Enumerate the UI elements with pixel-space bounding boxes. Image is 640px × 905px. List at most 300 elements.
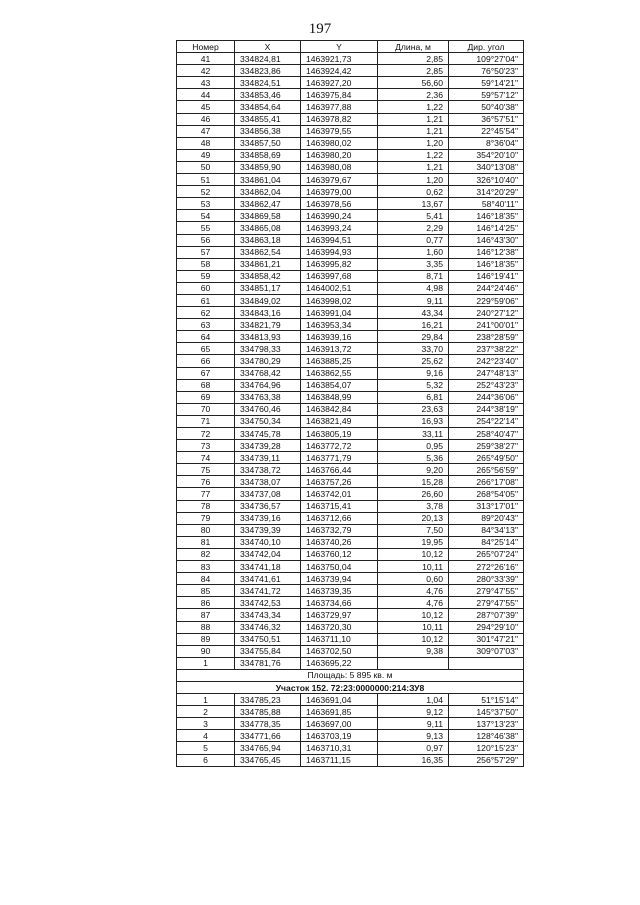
coordinates-table — [176, 40, 524, 767]
point-number-cell: 82 — [177, 548, 235, 560]
length-cell: 9,12 — [378, 706, 449, 718]
point-number-cell: 45 — [177, 101, 235, 113]
point-number-cell: 41 — [177, 53, 235, 65]
y-coordinate-cell: 1463805,19 — [301, 428, 378, 440]
length-cell: 10,11 — [378, 621, 449, 633]
y-coordinate-cell: 1463734,66 — [301, 597, 378, 609]
point-number-cell: 80 — [177, 524, 235, 536]
point-number-cell: 83 — [177, 561, 235, 573]
y-coordinate-cell: 1463927,20 — [301, 77, 378, 89]
y-coordinate-cell: 1463821,49 — [301, 415, 378, 427]
x-coordinate-cell: 334861,21 — [235, 258, 301, 270]
point-number-cell: 86 — [177, 597, 235, 609]
direction-angle-cell: 145°37'50" — [449, 706, 524, 718]
direction-angle-cell: 266°17'08" — [449, 476, 524, 488]
direction-angle-cell: 146°18'35" — [449, 210, 524, 222]
y-coordinate-cell: 1463760,12 — [301, 548, 378, 560]
x-coordinate-cell: 334763,38 — [235, 391, 301, 403]
y-coordinate-cell: 1463848,99 — [301, 391, 378, 403]
table-row — [177, 355, 524, 367]
table-row — [177, 246, 524, 258]
point-number-cell: 50 — [177, 161, 235, 173]
header-row — [177, 41, 524, 53]
y-coordinate-cell: 1463703,19 — [301, 730, 378, 742]
x-coordinate-cell: 334739,28 — [235, 440, 301, 452]
header-length: Длина, м — [378, 41, 449, 53]
table-row — [177, 210, 524, 222]
table-row — [177, 137, 524, 149]
section-title: Участок 152. 72:23:0000000:214:ЗУ8 — [177, 681, 524, 693]
x-coordinate-cell: 334821,79 — [235, 319, 301, 331]
area-label: Площадь: 5 895 кв. м — [177, 669, 524, 681]
length-cell: 2,36 — [378, 89, 449, 101]
length-cell: 1,21 — [378, 125, 449, 137]
y-coordinate-cell: 1463994,51 — [301, 234, 378, 246]
y-coordinate-cell: 1463715,41 — [301, 500, 378, 512]
y-coordinate-cell: 1463977,88 — [301, 101, 378, 113]
table-row — [177, 488, 524, 500]
direction-angle-cell: 265°07'24" — [449, 548, 524, 560]
point-number-cell: 52 — [177, 186, 235, 198]
direction-angle-cell: 241°00'01" — [449, 319, 524, 331]
table-row — [177, 573, 524, 585]
y-coordinate-cell: 1463729,97 — [301, 609, 378, 621]
direction-angle-cell: 244°24'46" — [449, 282, 524, 294]
x-coordinate-cell: 334862,04 — [235, 186, 301, 198]
y-coordinate-cell: 1463720,30 — [301, 621, 378, 633]
direction-angle-cell: 340°13'08" — [449, 161, 524, 173]
direction-angle-cell: 244°38'19" — [449, 403, 524, 415]
table-row — [177, 198, 524, 210]
x-coordinate-cell: 334780,29 — [235, 355, 301, 367]
direction-angle-cell: 128°46'38" — [449, 730, 524, 742]
table-row — [177, 294, 524, 306]
length-cell: 0,62 — [378, 186, 449, 198]
length-cell: 5,41 — [378, 210, 449, 222]
x-coordinate-cell: 334765,45 — [235, 754, 301, 766]
table-row — [177, 415, 524, 427]
x-coordinate-cell: 334781,76 — [235, 657, 301, 669]
x-coordinate-cell: 334865,08 — [235, 222, 301, 234]
table-row — [177, 754, 524, 766]
point-number-cell: 68 — [177, 379, 235, 391]
point-number-cell: 70 — [177, 403, 235, 415]
length-cell: 56,60 — [378, 77, 449, 89]
table-row — [177, 657, 524, 669]
length-cell: 16,93 — [378, 415, 449, 427]
y-coordinate-cell: 1463711,10 — [301, 633, 378, 645]
point-number-cell: 69 — [177, 391, 235, 403]
y-coordinate-cell: 1463771,79 — [301, 452, 378, 464]
direction-angle-cell: 146°43'30" — [449, 234, 524, 246]
y-coordinate-cell: 1463939,16 — [301, 331, 378, 343]
table-row — [177, 403, 524, 415]
length-cell: 10,12 — [378, 548, 449, 560]
y-coordinate-cell: 1463712,66 — [301, 512, 378, 524]
point-number-cell: 73 — [177, 440, 235, 452]
x-coordinate-cell: 334738,72 — [235, 464, 301, 476]
y-coordinate-cell: 1463994,93 — [301, 246, 378, 258]
header-x: X — [235, 41, 301, 53]
y-coordinate-cell: 1463921,73 — [301, 53, 378, 65]
point-number-cell: 75 — [177, 464, 235, 476]
x-coordinate-cell: 334857,50 — [235, 137, 301, 149]
y-coordinate-cell: 1463842,84 — [301, 403, 378, 415]
point-number-cell: 84 — [177, 573, 235, 585]
y-coordinate-cell: 1463740,26 — [301, 536, 378, 548]
point-number-cell: 66 — [177, 355, 235, 367]
x-coordinate-cell: 334823,86 — [235, 65, 301, 77]
table-row — [177, 149, 524, 161]
length-cell: 2,85 — [378, 53, 449, 65]
x-coordinate-cell: 334746,32 — [235, 621, 301, 633]
length-cell: 15,28 — [378, 476, 449, 488]
table-row — [177, 101, 524, 113]
length-cell: 10,12 — [378, 609, 449, 621]
length-cell: 1,60 — [378, 246, 449, 258]
length-cell: 9,11 — [378, 294, 449, 306]
x-coordinate-cell: 334739,39 — [235, 524, 301, 536]
table-row — [177, 307, 524, 319]
x-coordinate-cell: 334849,02 — [235, 294, 301, 306]
y-coordinate-cell: 1463757,26 — [301, 476, 378, 488]
table-row — [177, 452, 524, 464]
x-coordinate-cell: 334854,64 — [235, 101, 301, 113]
table-row — [177, 343, 524, 355]
point-number-cell: 85 — [177, 585, 235, 597]
point-number-cell: 74 — [177, 452, 235, 464]
direction-angle-cell: 51°15'14" — [449, 694, 524, 706]
y-coordinate-cell: 1463953,34 — [301, 319, 378, 331]
direction-angle-cell — [449, 657, 524, 669]
length-cell — [378, 657, 449, 669]
table-row — [177, 512, 524, 524]
point-number-cell: 44 — [177, 89, 235, 101]
length-cell: 4,76 — [378, 597, 449, 609]
point-number-cell: 56 — [177, 234, 235, 246]
point-number-cell: 88 — [177, 621, 235, 633]
length-cell: 16,35 — [378, 754, 449, 766]
direction-angle-cell: 229°59'06" — [449, 294, 524, 306]
y-coordinate-cell: 1463979,67 — [301, 174, 378, 186]
length-cell: 1,20 — [378, 174, 449, 186]
table-row — [177, 77, 524, 89]
y-coordinate-cell: 1464002,51 — [301, 282, 378, 294]
direction-angle-cell: 272°26'16" — [449, 561, 524, 573]
direction-angle-cell: 8°36'04" — [449, 137, 524, 149]
table-row — [177, 597, 524, 609]
table-row — [177, 65, 524, 77]
direction-angle-cell: 84°34'13" — [449, 524, 524, 536]
y-coordinate-cell: 1463697,00 — [301, 718, 378, 730]
x-coordinate-cell: 334745,78 — [235, 428, 301, 440]
direction-angle-cell: 238°28'59" — [449, 331, 524, 343]
length-cell: 13,67 — [378, 198, 449, 210]
x-coordinate-cell: 334742,04 — [235, 548, 301, 560]
y-coordinate-cell: 1463691,04 — [301, 694, 378, 706]
direction-angle-cell: 89°20'43" — [449, 512, 524, 524]
point-number-cell: 60 — [177, 282, 235, 294]
table-row — [177, 476, 524, 488]
direction-angle-cell: 258°40'47" — [449, 428, 524, 440]
area-row — [177, 669, 524, 681]
length-cell: 9,20 — [378, 464, 449, 476]
point-number-cell: 63 — [177, 319, 235, 331]
table-row — [177, 524, 524, 536]
point-number-cell: 1 — [177, 694, 235, 706]
table-row — [177, 282, 524, 294]
summary-body — [177, 669, 524, 693]
point-number-cell: 79 — [177, 512, 235, 524]
header-y: Y — [301, 41, 378, 53]
point-number-cell: 5 — [177, 742, 235, 754]
table-row — [177, 234, 524, 246]
table-row — [177, 621, 524, 633]
y-coordinate-cell: 1463766,44 — [301, 464, 378, 476]
x-coordinate-cell: 334743,34 — [235, 609, 301, 621]
x-coordinate-cell: 334813,93 — [235, 331, 301, 343]
direction-angle-cell: 326°10'40" — [449, 174, 524, 186]
table-row — [177, 706, 524, 718]
x-coordinate-cell: 334741,61 — [235, 573, 301, 585]
y-coordinate-cell: 1463913,72 — [301, 343, 378, 355]
y-coordinate-cell: 1463978,56 — [301, 198, 378, 210]
x-coordinate-cell: 334856,38 — [235, 125, 301, 137]
x-coordinate-cell: 334824,51 — [235, 77, 301, 89]
direction-angle-cell: 146°14'25" — [449, 222, 524, 234]
table-row — [177, 561, 524, 573]
length-cell: 2,85 — [378, 65, 449, 77]
length-cell: 9,38 — [378, 645, 449, 657]
point-number-cell: 67 — [177, 367, 235, 379]
x-coordinate-cell: 334742,53 — [235, 597, 301, 609]
point-number-cell: 2 — [177, 706, 235, 718]
x-coordinate-cell: 334738,07 — [235, 476, 301, 488]
table-row — [177, 500, 524, 512]
y-coordinate-cell: 1463979,55 — [301, 125, 378, 137]
direction-angle-cell: 280°33'39" — [449, 573, 524, 585]
point-number-cell: 55 — [177, 222, 235, 234]
point-number-cell: 48 — [177, 137, 235, 149]
x-coordinate-cell: 334764,96 — [235, 379, 301, 391]
x-coordinate-cell: 334778,35 — [235, 718, 301, 730]
y-coordinate-cell: 1463997,68 — [301, 270, 378, 282]
table-row — [177, 633, 524, 645]
point-number-cell: 51 — [177, 174, 235, 186]
table-row — [177, 440, 524, 452]
x-coordinate-cell: 334785,23 — [235, 694, 301, 706]
x-coordinate-cell: 334765,94 — [235, 742, 301, 754]
length-cell: 0,95 — [378, 440, 449, 452]
length-cell: 6,81 — [378, 391, 449, 403]
length-cell: 8,71 — [378, 270, 449, 282]
table-row — [177, 53, 524, 65]
x-coordinate-cell: 334798,33 — [235, 343, 301, 355]
table-row — [177, 319, 524, 331]
x-coordinate-cell: 334858,69 — [235, 149, 301, 161]
x-coordinate-cell: 334861,04 — [235, 174, 301, 186]
direction-angle-cell: 58°40'11" — [449, 198, 524, 210]
table-row — [177, 222, 524, 234]
page-number: 197 — [308, 21, 332, 37]
table-row — [177, 536, 524, 548]
direction-angle-cell: 265°56'59" — [449, 464, 524, 476]
direction-angle-cell: 146°12'38" — [449, 246, 524, 258]
y-coordinate-cell: 1463702,50 — [301, 645, 378, 657]
table-row — [177, 379, 524, 391]
table-row — [177, 174, 524, 186]
x-coordinate-cell: 334739,16 — [235, 512, 301, 524]
x-coordinate-cell: 334740,10 — [235, 536, 301, 548]
x-coordinate-cell: 334851,17 — [235, 282, 301, 294]
point-number-cell: 78 — [177, 500, 235, 512]
length-cell: 1,21 — [378, 161, 449, 173]
point-number-cell: 46 — [177, 113, 235, 125]
x-coordinate-cell: 334736,57 — [235, 500, 301, 512]
y-coordinate-cell: 1463924,42 — [301, 65, 378, 77]
point-number-cell: 58 — [177, 258, 235, 270]
table-row — [177, 548, 524, 560]
length-cell: 5,32 — [378, 379, 449, 391]
length-cell: 29,84 — [378, 331, 449, 343]
direction-angle-cell: 59°57'12" — [449, 89, 524, 101]
x-coordinate-cell: 334859,90 — [235, 161, 301, 173]
x-coordinate-cell: 334760,46 — [235, 403, 301, 415]
point-number-cell: 53 — [177, 198, 235, 210]
direction-angle-cell: 242°23'40" — [449, 355, 524, 367]
direction-angle-cell: 120°15'23" — [449, 742, 524, 754]
x-coordinate-cell: 334785,88 — [235, 706, 301, 718]
length-cell: 19,95 — [378, 536, 449, 548]
direction-angle-cell: 22°45'54" — [449, 125, 524, 137]
y-coordinate-cell: 1463975,84 — [301, 89, 378, 101]
section-title-row — [177, 681, 524, 693]
length-cell: 0,77 — [378, 234, 449, 246]
point-number-cell: 71 — [177, 415, 235, 427]
table-row — [177, 428, 524, 440]
y-coordinate-cell: 1463980,02 — [301, 137, 378, 149]
table-row — [177, 125, 524, 137]
x-coordinate-cell: 334755,84 — [235, 645, 301, 657]
table-row — [177, 161, 524, 173]
table-row — [177, 270, 524, 282]
table-row — [177, 464, 524, 476]
direction-angle-cell: 137°13'23" — [449, 718, 524, 730]
direction-angle-cell: 268°54'05" — [449, 488, 524, 500]
x-coordinate-cell: 334862,54 — [235, 246, 301, 258]
x-coordinate-cell: 334750,34 — [235, 415, 301, 427]
point-number-cell: 72 — [177, 428, 235, 440]
header-number: Номер — [177, 41, 235, 53]
length-cell: 1,22 — [378, 101, 449, 113]
point-number-cell: 42 — [177, 65, 235, 77]
point-number-cell: 87 — [177, 609, 235, 621]
x-coordinate-cell: 334824,81 — [235, 53, 301, 65]
header-direction-angle: Дир. угол — [449, 41, 524, 53]
direction-angle-cell: 50°40'38" — [449, 101, 524, 113]
y-coordinate-cell: 1463993,24 — [301, 222, 378, 234]
y-coordinate-cell: 1463991,04 — [301, 307, 378, 319]
direction-angle-cell: 301°47'21" — [449, 633, 524, 645]
direction-angle-cell: 76°50'23" — [449, 65, 524, 77]
table-row — [177, 391, 524, 403]
y-coordinate-cell: 1463732,79 — [301, 524, 378, 536]
length-cell: 4,98 — [378, 282, 449, 294]
y-coordinate-cell: 1463739,35 — [301, 585, 378, 597]
main-table-body — [177, 53, 524, 670]
table-row — [177, 331, 524, 343]
length-cell: 1,04 — [378, 694, 449, 706]
point-number-cell: 1 — [177, 657, 235, 669]
point-number-cell: 47 — [177, 125, 235, 137]
direction-angle-cell: 314°20'29" — [449, 186, 524, 198]
y-coordinate-cell: 1463854,07 — [301, 379, 378, 391]
direction-angle-cell: 247°48'13" — [449, 367, 524, 379]
x-coordinate-cell: 334869,58 — [235, 210, 301, 222]
point-number-cell: 6 — [177, 754, 235, 766]
direction-angle-cell: 109°27'04" — [449, 53, 524, 65]
direction-angle-cell: 240°27'12" — [449, 307, 524, 319]
direction-angle-cell: 36°57'51" — [449, 113, 524, 125]
direction-angle-cell: 265°49'50" — [449, 452, 524, 464]
x-coordinate-cell: 334855,41 — [235, 113, 301, 125]
point-number-cell: 62 — [177, 307, 235, 319]
length-cell: 0,97 — [378, 742, 449, 754]
y-coordinate-cell: 1463862,55 — [301, 367, 378, 379]
point-number-cell: 59 — [177, 270, 235, 282]
direction-angle-cell: 59°14'21" — [449, 77, 524, 89]
direction-angle-cell: 354°20'10" — [449, 149, 524, 161]
y-coordinate-cell: 1463742,01 — [301, 488, 378, 500]
x-coordinate-cell: 334863,18 — [235, 234, 301, 246]
y-coordinate-cell: 1463739,94 — [301, 573, 378, 585]
x-coordinate-cell: 334858,42 — [235, 270, 301, 282]
point-number-cell: 65 — [177, 343, 235, 355]
y-coordinate-cell: 1463979,00 — [301, 186, 378, 198]
point-number-cell: 57 — [177, 246, 235, 258]
length-cell: 33,70 — [378, 343, 449, 355]
point-number-cell: 89 — [177, 633, 235, 645]
length-cell: 0,60 — [378, 573, 449, 585]
direction-angle-cell: 294°29'10" — [449, 621, 524, 633]
point-number-cell: 54 — [177, 210, 235, 222]
point-number-cell: 61 — [177, 294, 235, 306]
point-number-cell: 76 — [177, 476, 235, 488]
table-row — [177, 89, 524, 101]
x-coordinate-cell: 334750,51 — [235, 633, 301, 645]
point-number-cell: 64 — [177, 331, 235, 343]
y-coordinate-cell: 1463750,04 — [301, 561, 378, 573]
direction-angle-cell: 259°38'27" — [449, 440, 524, 452]
direction-angle-cell: 287°07'39" — [449, 609, 524, 621]
table-row — [177, 645, 524, 657]
length-cell: 2,29 — [378, 222, 449, 234]
table-row — [177, 367, 524, 379]
length-cell: 26,60 — [378, 488, 449, 500]
direction-angle-cell: 279°47'55" — [449, 597, 524, 609]
y-coordinate-cell: 1463711,15 — [301, 754, 378, 766]
x-coordinate-cell: 334739,11 — [235, 452, 301, 464]
x-coordinate-cell: 334768,42 — [235, 367, 301, 379]
point-number-cell: 90 — [177, 645, 235, 657]
length-cell: 25,62 — [378, 355, 449, 367]
length-cell: 33,11 — [378, 428, 449, 440]
point-number-cell: 3 — [177, 718, 235, 730]
direction-angle-cell: 146°18'35" — [449, 258, 524, 270]
x-coordinate-cell: 334737,08 — [235, 488, 301, 500]
direction-angle-cell: 244°36'06" — [449, 391, 524, 403]
length-cell: 1,22 — [378, 149, 449, 161]
